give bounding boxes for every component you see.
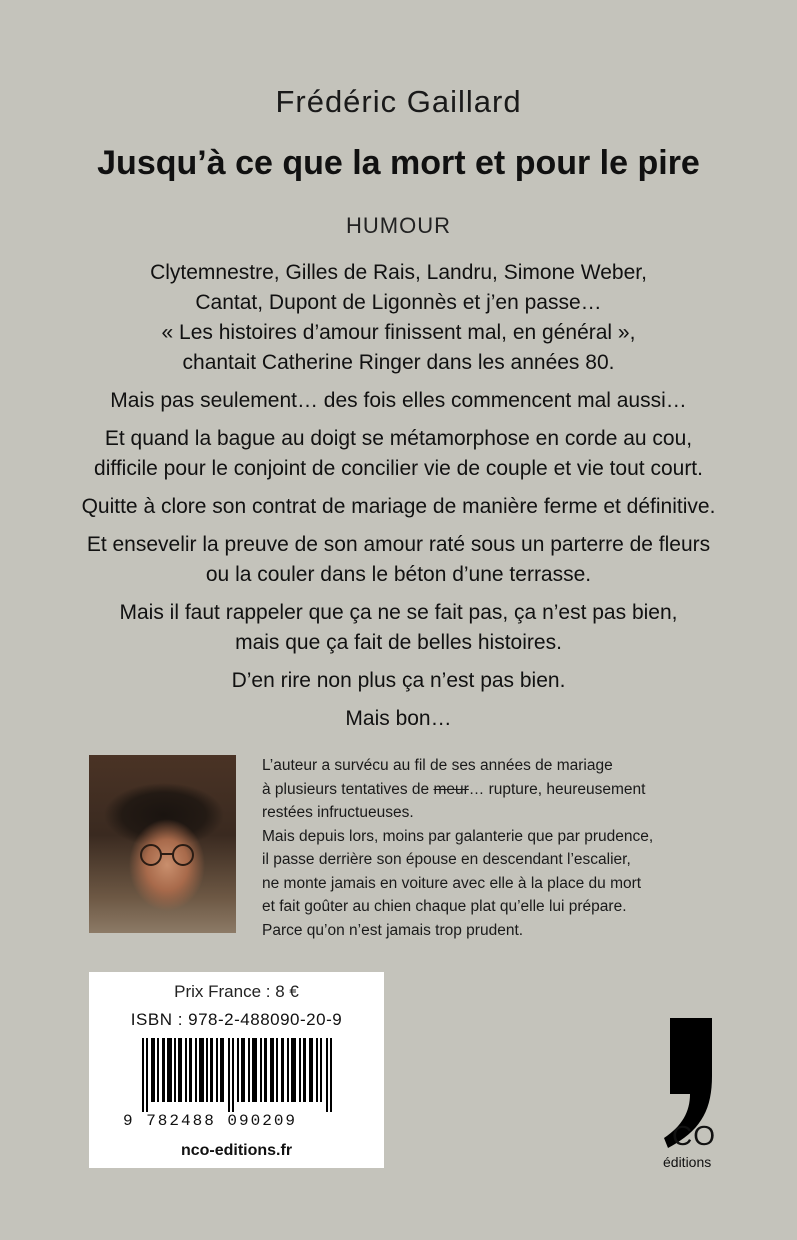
publisher-logo-label: éditions (663, 1154, 712, 1170)
blurb-line: « Les histoires d’amour finissent mal, en général », (161, 321, 636, 344)
blurb-paragraph (30, 424, 767, 484)
barcode-panel (89, 972, 384, 1168)
website-label: nco-editions.fr (180, 1142, 293, 1159)
bio-line: et fait goûter au chien chaque plat qu’elle lui prépare. (262, 898, 627, 915)
blurb-line: Cantat, Dupont de Ligonnès et j’en passe… (195, 291, 602, 314)
blurb-paragraph (30, 386, 767, 416)
bio-line: Parce qu’on n’est jamais trop prudent. (262, 921, 524, 939)
bio-line: Mais depuis lors, moins par galanterie que par prudence, (262, 827, 654, 845)
comma-logo-icon (660, 1016, 730, 1176)
blurb-paragraph (30, 666, 767, 696)
bio-text: … rupture, heureusement (468, 780, 646, 798)
blurb-line: chantait Catherine Ringer dans les années 80. (182, 351, 615, 374)
bio-line: restées infructueuses. (262, 804, 414, 821)
blurb-line: Et quand la bague au doigt se métamorphose en corde au cou, (104, 427, 693, 450)
price-label: Prix France : 8 € (174, 982, 299, 1001)
book-title: Jusqu’à ce que la mort et pour le pire (97, 144, 700, 182)
barcode-digits: 9 782488 090209 (123, 1112, 298, 1130)
blurb-line: Clytemnestre, Gilles de Rais, Landru, Simone Weber, (150, 261, 647, 284)
blurb-line: Mais pas seulement… des fois elles commencent mal aussi… (110, 389, 687, 412)
author-name: Frédéric Gaillard (275, 84, 522, 119)
blurb-line: D’en rire non plus ça n’est pas bien. (231, 669, 566, 692)
blurb-line: Mais bon… (345, 707, 452, 730)
blurb-paragraph (30, 258, 767, 378)
blurb-line: ou la couler dans le béton d’une terrasse. (205, 563, 592, 586)
blurb-paragraph (30, 704, 767, 734)
author-photo (89, 755, 236, 933)
barcode-icon (142, 1038, 332, 1112)
blurb-paragraph (30, 492, 767, 522)
blurb (30, 258, 767, 742)
blurb-line: Quitte à clore son contrat de mariage de manière ferme et définitive. (81, 495, 716, 518)
struck-word: meur (433, 780, 469, 798)
author-bio (262, 754, 732, 942)
publisher-logo-mark: CO (672, 1120, 716, 1151)
blurb-line: difficile pour le conjoint de concilier vie de couple et vie tout court. (94, 457, 703, 480)
bio-line: ne monte jamais en voiture avec elle à la place du mort (262, 874, 642, 892)
blurb-paragraph (30, 598, 767, 658)
bio-text: à plusieurs tentatives de (262, 780, 434, 798)
bio-line: L’auteur a survécu au fil de ses années de mariage (262, 757, 613, 774)
blurb-line: Mais il faut rappeler que ça ne se fait pas, ça n’est pas bien, (119, 601, 678, 624)
blurb-paragraph (30, 530, 767, 590)
isbn-label: ISBN : 978-2-488090-20-9 (130, 1010, 343, 1029)
blurb-line: Et ensevelir la preuve de son amour raté sous un parterre de fleurs (86, 533, 711, 556)
bio-line: il passe derrière son épouse en descendant l’escalier, (262, 851, 631, 868)
blurb-line: mais que ça fait de belles histoires. (235, 631, 562, 654)
genre-label: HUMOUR (346, 213, 451, 238)
glasses-icon (137, 843, 199, 867)
bio-line (262, 778, 732, 802)
